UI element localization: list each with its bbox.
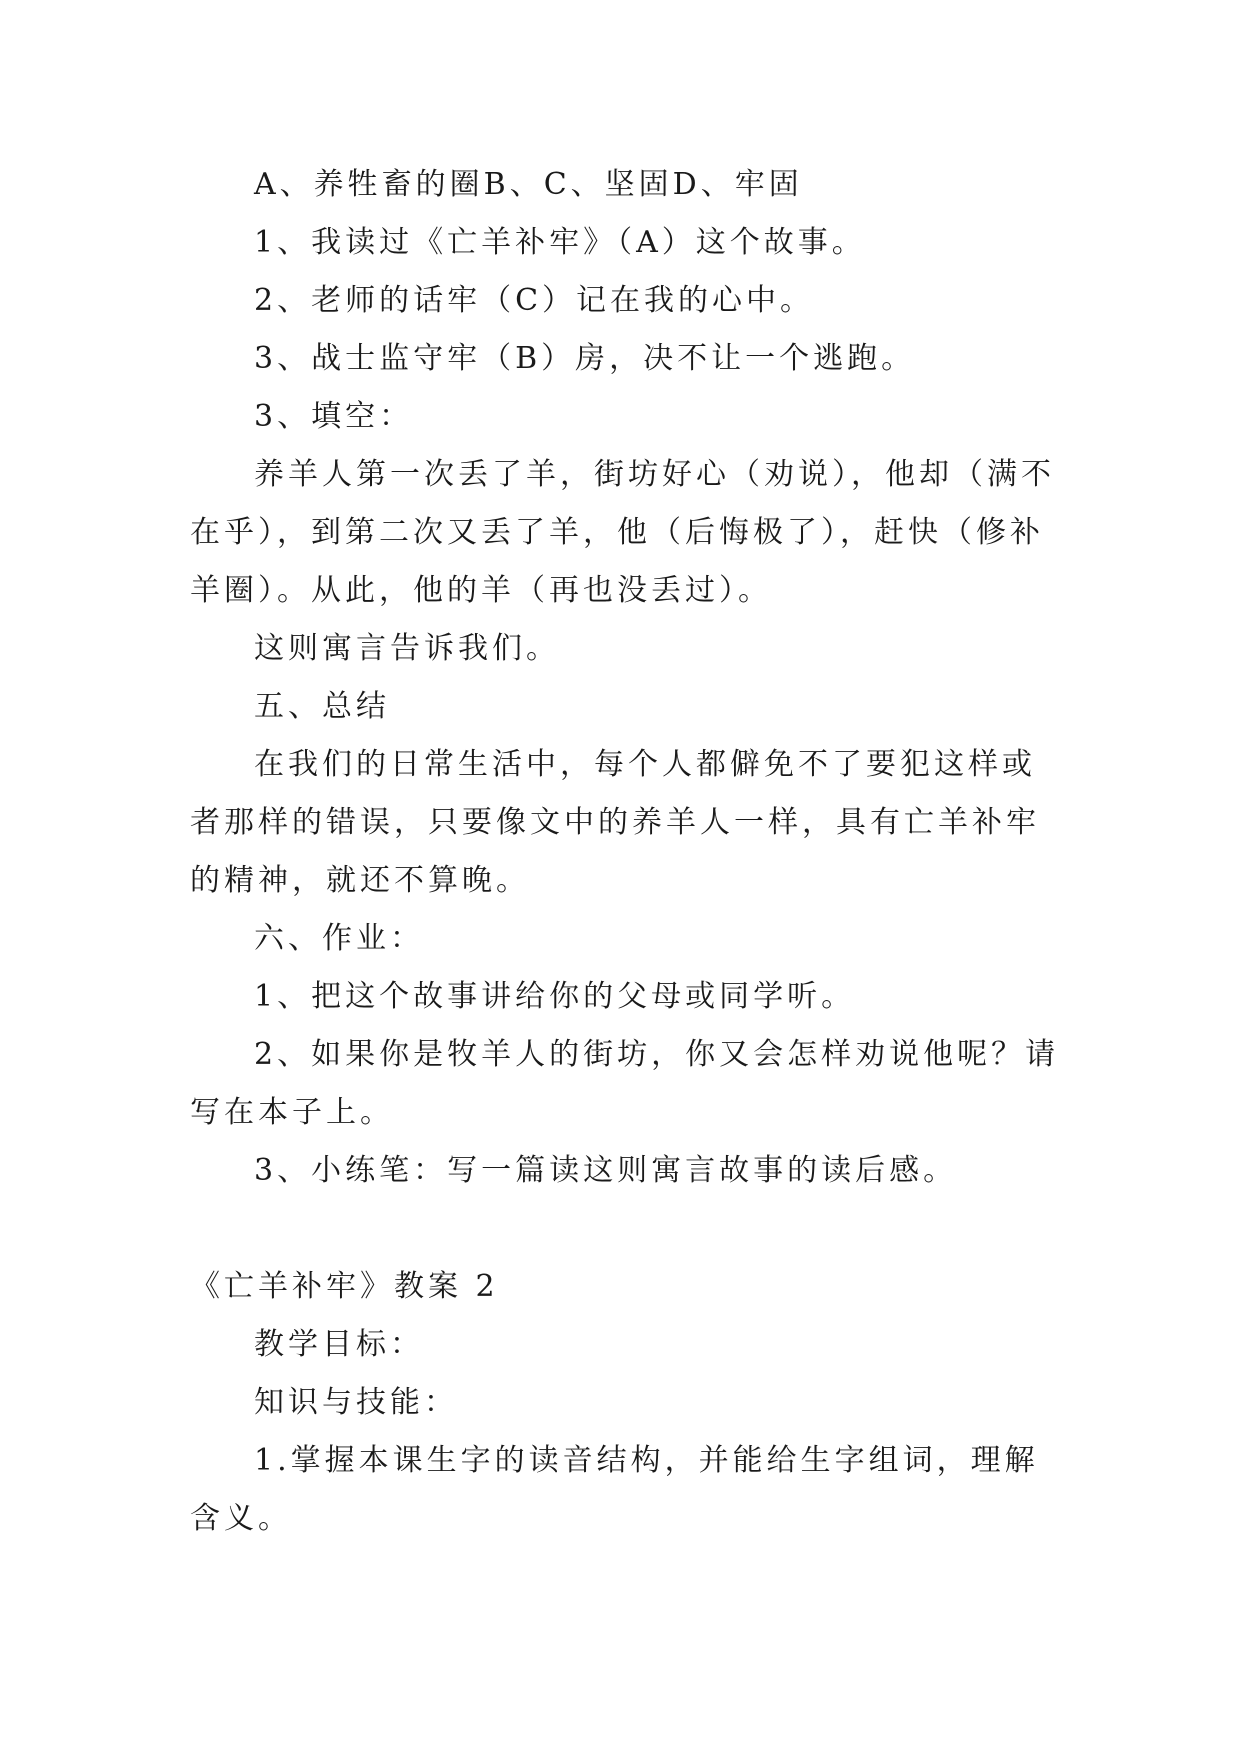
moral-sentence: 这则寓言告诉我们。 (254, 631, 560, 666)
exercise-item-3: 3、战士监守牢（B）房，决不让一个逃跑。 (254, 341, 916, 376)
fill-in-heading: 3、填空： (254, 399, 414, 434)
summary-paragraph: 在我们的日常生活中，每个人都僻免不了要犯这样或者那样的错误，只要像文中的养羊人一样，具有亡羊补牢的精神，就还不算晚。 (190, 747, 1040, 898)
exercise-item-2: 2、老师的话牢（C）记在我的心中。 (254, 283, 815, 318)
fill-in-paragraph: 养羊人第一次丢了羊，街坊好心（劝说），他却（满不在乎），到第二次又丢了羊，他（后悔极了），赶快（修补羊圈）。从此，他的羊（再也没丢过）。 (190, 457, 1055, 608)
homework-heading: 六、作业： (254, 921, 424, 956)
answer-options: A、养牲畜的圈B、C、坚固D、牢固 (254, 167, 803, 202)
section-title: 《亡羊补牢》教案 2 (190, 1269, 499, 1304)
summary-heading: 五、总结 (254, 689, 390, 724)
section-spacer (190, 1200, 1062, 1258)
homework-item-1: 1、把这个故事讲给你的父母或同学听。 (254, 979, 856, 1014)
knowledge-skills-heading: 知识与技能： (254, 1385, 458, 1420)
teaching-goals-heading: 教学目标： (254, 1327, 424, 1362)
homework-item-2: 2、如果你是牧羊人的街坊，你又会怎样劝说他呢？请写在本子上。 (190, 1037, 1060, 1130)
homework-item-3: 3、小练笔：写一篇读这则寓言故事的读后感。 (254, 1153, 958, 1188)
exercise-item-1: 1、我读过《亡羊补牢》（A）这个故事。 (254, 225, 866, 260)
document-body (190, 156, 1062, 1548)
goal-item-1: 1.掌握本课生字的读音结构，并能给生字组词，理解含义。 (190, 1443, 1039, 1536)
